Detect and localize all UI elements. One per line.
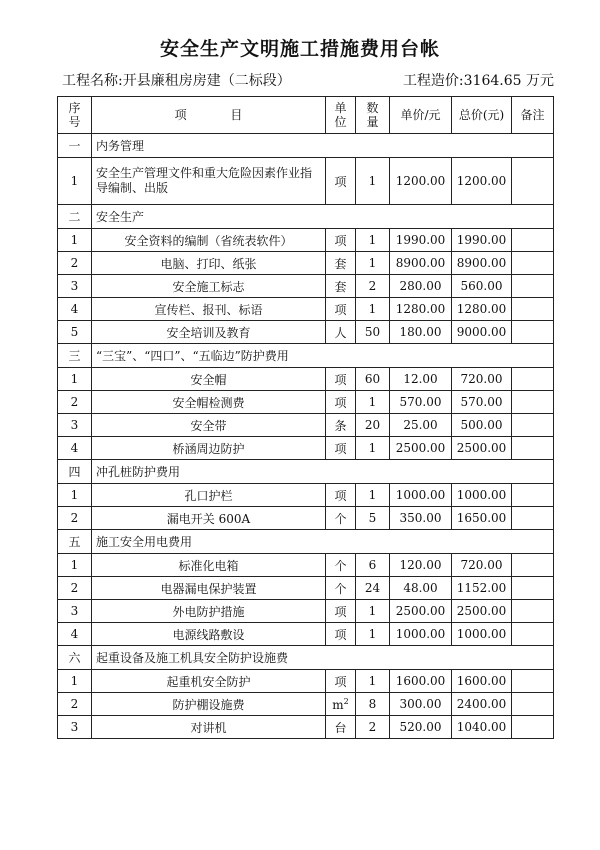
row-total-price: 1152.00: [452, 577, 512, 600]
row-total-price: 2500.00: [452, 437, 512, 460]
row-total-price: 1280.00: [452, 298, 512, 321]
row-remark: [512, 670, 554, 693]
section-row: [58, 530, 554, 554]
section-index: 二: [58, 205, 92, 229]
row-number: 1: [58, 670, 92, 693]
table-row: [58, 716, 554, 739]
table-row: [58, 368, 554, 391]
row-remark: [512, 229, 554, 252]
header-seq: [58, 97, 92, 134]
row-item: 安全帽: [92, 368, 326, 391]
row-unit: 套: [326, 275, 356, 298]
row-unit-price: 1280.00: [390, 298, 452, 321]
row-item: 安全帽检测费: [92, 391, 326, 414]
row-unit: 套: [326, 252, 356, 275]
table-row: [58, 275, 554, 298]
section-name: “三宝”、“四口”、“五临边”防护费用: [92, 344, 554, 368]
row-unit: 个: [326, 507, 356, 530]
row-qty: 5: [356, 507, 390, 530]
row-unit: 台: [326, 716, 356, 739]
row-number: 1: [58, 368, 92, 391]
row-total-price: 2400.00: [452, 693, 512, 716]
row-item: 起重机安全防护: [92, 670, 326, 693]
row-item: 电源线路敷设: [92, 623, 326, 646]
row-total-price: 1650.00: [452, 507, 512, 530]
row-item: 对讲机: [92, 716, 326, 739]
section-row: [58, 460, 554, 484]
row-unit: 项: [326, 670, 356, 693]
row-unit-price: 120.00: [390, 554, 452, 577]
section-name: 安全生产: [92, 205, 554, 229]
row-number: 1: [58, 554, 92, 577]
row-unit-price: 8900.00: [390, 252, 452, 275]
row-qty: 1: [356, 437, 390, 460]
row-remark: [512, 298, 554, 321]
row-unit: 项: [326, 437, 356, 460]
row-unit-price: 25.00: [390, 414, 452, 437]
header-total-price: 总价(元): [452, 97, 512, 134]
row-remark: [512, 275, 554, 298]
row-total-price: 560.00: [452, 275, 512, 298]
row-unit: 项: [326, 391, 356, 414]
table-row: [58, 391, 554, 414]
project-cost: 工程造价:3164.65 万元: [402, 73, 554, 89]
header-unit-line1: 单: [334, 101, 347, 115]
row-remark: [512, 368, 554, 391]
header-unit-line2: 位: [334, 115, 347, 129]
row-unit: 条: [326, 414, 356, 437]
table-row: [58, 437, 554, 460]
row-unit-price: 1600.00: [390, 670, 452, 693]
row-item: 安全施工标志: [92, 275, 326, 298]
row-total-price: 720.00: [452, 368, 512, 391]
section-row: [58, 646, 554, 670]
row-qty: 2: [356, 275, 390, 298]
section-row: [58, 205, 554, 229]
row-unit-price: 1990.00: [390, 229, 452, 252]
table-row: [58, 623, 554, 646]
row-item: 安全培训及教育: [92, 321, 326, 344]
table-row: [58, 229, 554, 252]
row-total-price: 1000.00: [452, 623, 512, 646]
row-qty: 24: [356, 577, 390, 600]
header-remark: 备注: [512, 97, 554, 134]
row-item: 安全生产管理文件和重大危险因素作业指导编制、出版: [92, 158, 326, 205]
section-index: 五: [58, 530, 92, 554]
project-name: 工程名称:开县廉租房房建（二标段）: [62, 73, 291, 89]
row-total-price: 9000.00: [452, 321, 512, 344]
row-total-price: 570.00: [452, 391, 512, 414]
row-unit-price: 2500.00: [390, 600, 452, 623]
row-unit: 项: [326, 298, 356, 321]
row-unit-price: 350.00: [390, 507, 452, 530]
section-index: 一: [58, 134, 92, 158]
row-item: 安全带: [92, 414, 326, 437]
row-unit-price: 300.00: [390, 693, 452, 716]
header-qty: [356, 97, 390, 134]
row-remark: [512, 577, 554, 600]
row-unit-price: 48.00: [390, 577, 452, 600]
row-number: 2: [58, 391, 92, 414]
row-total-price: 720.00: [452, 554, 512, 577]
row-qty: 50: [356, 321, 390, 344]
row-qty: 1: [356, 623, 390, 646]
header-qty-line1: 数: [366, 101, 379, 115]
row-number: 4: [58, 298, 92, 321]
row-unit: 项: [326, 368, 356, 391]
unit-superscript: 2: [343, 696, 349, 706]
row-total-price: 8900.00: [452, 252, 512, 275]
section-index: 六: [58, 646, 92, 670]
row-number: 1: [58, 229, 92, 252]
row-qty: 8: [356, 693, 390, 716]
table-row: [58, 554, 554, 577]
row-qty: 1: [356, 391, 390, 414]
page-title: 安全生产文明施工措施费用台帐: [159, 38, 440, 60]
row-unit-price: 520.00: [390, 716, 452, 739]
section-name: 起重设备及施工机具安全防护设施费: [92, 646, 554, 670]
header-item: 项 目: [92, 97, 326, 134]
row-unit-price: 180.00: [390, 321, 452, 344]
row-number: 2: [58, 507, 92, 530]
row-qty: 6: [356, 554, 390, 577]
row-number: 1: [58, 484, 92, 507]
row-remark: [512, 554, 554, 577]
row-unit: 人: [326, 321, 356, 344]
row-qty: 60: [356, 368, 390, 391]
row-unit-price: 2500.00: [390, 437, 452, 460]
row-unit: 项: [326, 623, 356, 646]
row-unit-price: 1000.00: [390, 623, 452, 646]
row-item: 安全资料的编制（省统表软件）: [92, 229, 326, 252]
section-index: 三: [58, 344, 92, 368]
table-row: [58, 158, 554, 205]
table-header-row: [58, 97, 554, 134]
section-row: [58, 344, 554, 368]
row-remark: [512, 437, 554, 460]
row-unit: 个: [326, 554, 356, 577]
row-item: 电器漏电保护装置: [92, 577, 326, 600]
row-qty: 2: [356, 716, 390, 739]
row-qty: 1: [356, 229, 390, 252]
row-number: 2: [58, 252, 92, 275]
row-unit: 项: [326, 158, 356, 205]
table-row: [58, 321, 554, 344]
row-remark: [512, 252, 554, 275]
row-unit: 项: [326, 229, 356, 252]
section-name: 内务管理: [92, 134, 554, 158]
row-item: 外电防护措施: [92, 600, 326, 623]
row-number: 4: [58, 623, 92, 646]
row-qty: 1: [356, 484, 390, 507]
header-seq-line2: 号: [68, 115, 81, 129]
row-total-price: 1000.00: [452, 484, 512, 507]
cost-ledger-table: [57, 96, 554, 739]
header-qty-line2: 量: [366, 115, 379, 129]
section-row: [58, 134, 554, 158]
row-unit-price: 12.00: [390, 368, 452, 391]
row-unit-price: 1200.00: [390, 158, 452, 205]
row-item: 桥涵周边防护: [92, 437, 326, 460]
row-total-price: 1990.00: [452, 229, 512, 252]
row-number: 5: [58, 321, 92, 344]
row-remark: [512, 321, 554, 344]
row-unit-price: 570.00: [390, 391, 452, 414]
row-total-price: 1600.00: [452, 670, 512, 693]
row-number: 2: [58, 577, 92, 600]
row-unit-price: 1000.00: [390, 484, 452, 507]
row-total-price: 1200.00: [452, 158, 512, 205]
section-index: 四: [58, 460, 92, 484]
row-item: 标准化电箱: [92, 554, 326, 577]
row-remark: [512, 414, 554, 437]
table-row: [58, 298, 554, 321]
header-unit-price: 单价/元: [390, 97, 452, 134]
row-number: 4: [58, 437, 92, 460]
row-total-price: 2500.00: [452, 600, 512, 623]
section-name: 冲孔桩防护费用: [92, 460, 554, 484]
row-item: 防护棚设施费: [92, 693, 326, 716]
row-item: 漏电开关 600A: [92, 507, 326, 530]
row-unit: 项: [326, 484, 356, 507]
header-seq-line1: 序: [68, 101, 81, 115]
row-remark: [512, 600, 554, 623]
row-qty: 1: [356, 670, 390, 693]
row-remark: [512, 507, 554, 530]
row-item: 孔口护栏: [92, 484, 326, 507]
row-qty: 1: [356, 600, 390, 623]
unit-base: m: [332, 697, 344, 712]
row-remark: [512, 716, 554, 739]
row-number: 2: [58, 693, 92, 716]
row-unit-price: 280.00: [390, 275, 452, 298]
row-number: 3: [58, 414, 92, 437]
row-unit: 项: [326, 600, 356, 623]
row-unit: [326, 693, 356, 716]
row-number: 3: [58, 716, 92, 739]
row-unit: 个: [326, 577, 356, 600]
table-row: [58, 252, 554, 275]
row-item: 电脑、打印、纸张: [92, 252, 326, 275]
table-row: [58, 577, 554, 600]
row-qty: 1: [356, 252, 390, 275]
row-total-price: 500.00: [452, 414, 512, 437]
header-unit: [326, 97, 356, 134]
section-name: 施工安全用电费用: [92, 530, 554, 554]
row-qty: 1: [356, 158, 390, 205]
table-body: [58, 134, 554, 739]
table-row: [58, 693, 554, 716]
row-number: 3: [58, 275, 92, 298]
row-qty: 1: [356, 298, 390, 321]
row-qty: 20: [356, 414, 390, 437]
row-number: 3: [58, 600, 92, 623]
row-total-price: 1040.00: [452, 716, 512, 739]
row-remark: [512, 484, 554, 507]
row-remark: [512, 158, 554, 205]
table-row: [58, 507, 554, 530]
row-item: 宣传栏、报刊、标语: [92, 298, 326, 321]
table-row: [58, 670, 554, 693]
row-remark: [512, 391, 554, 414]
row-number: 1: [58, 158, 92, 205]
table-row: [58, 600, 554, 623]
row-remark: [512, 693, 554, 716]
row-remark: [512, 623, 554, 646]
table-row: [58, 484, 554, 507]
table-row: [58, 414, 554, 437]
